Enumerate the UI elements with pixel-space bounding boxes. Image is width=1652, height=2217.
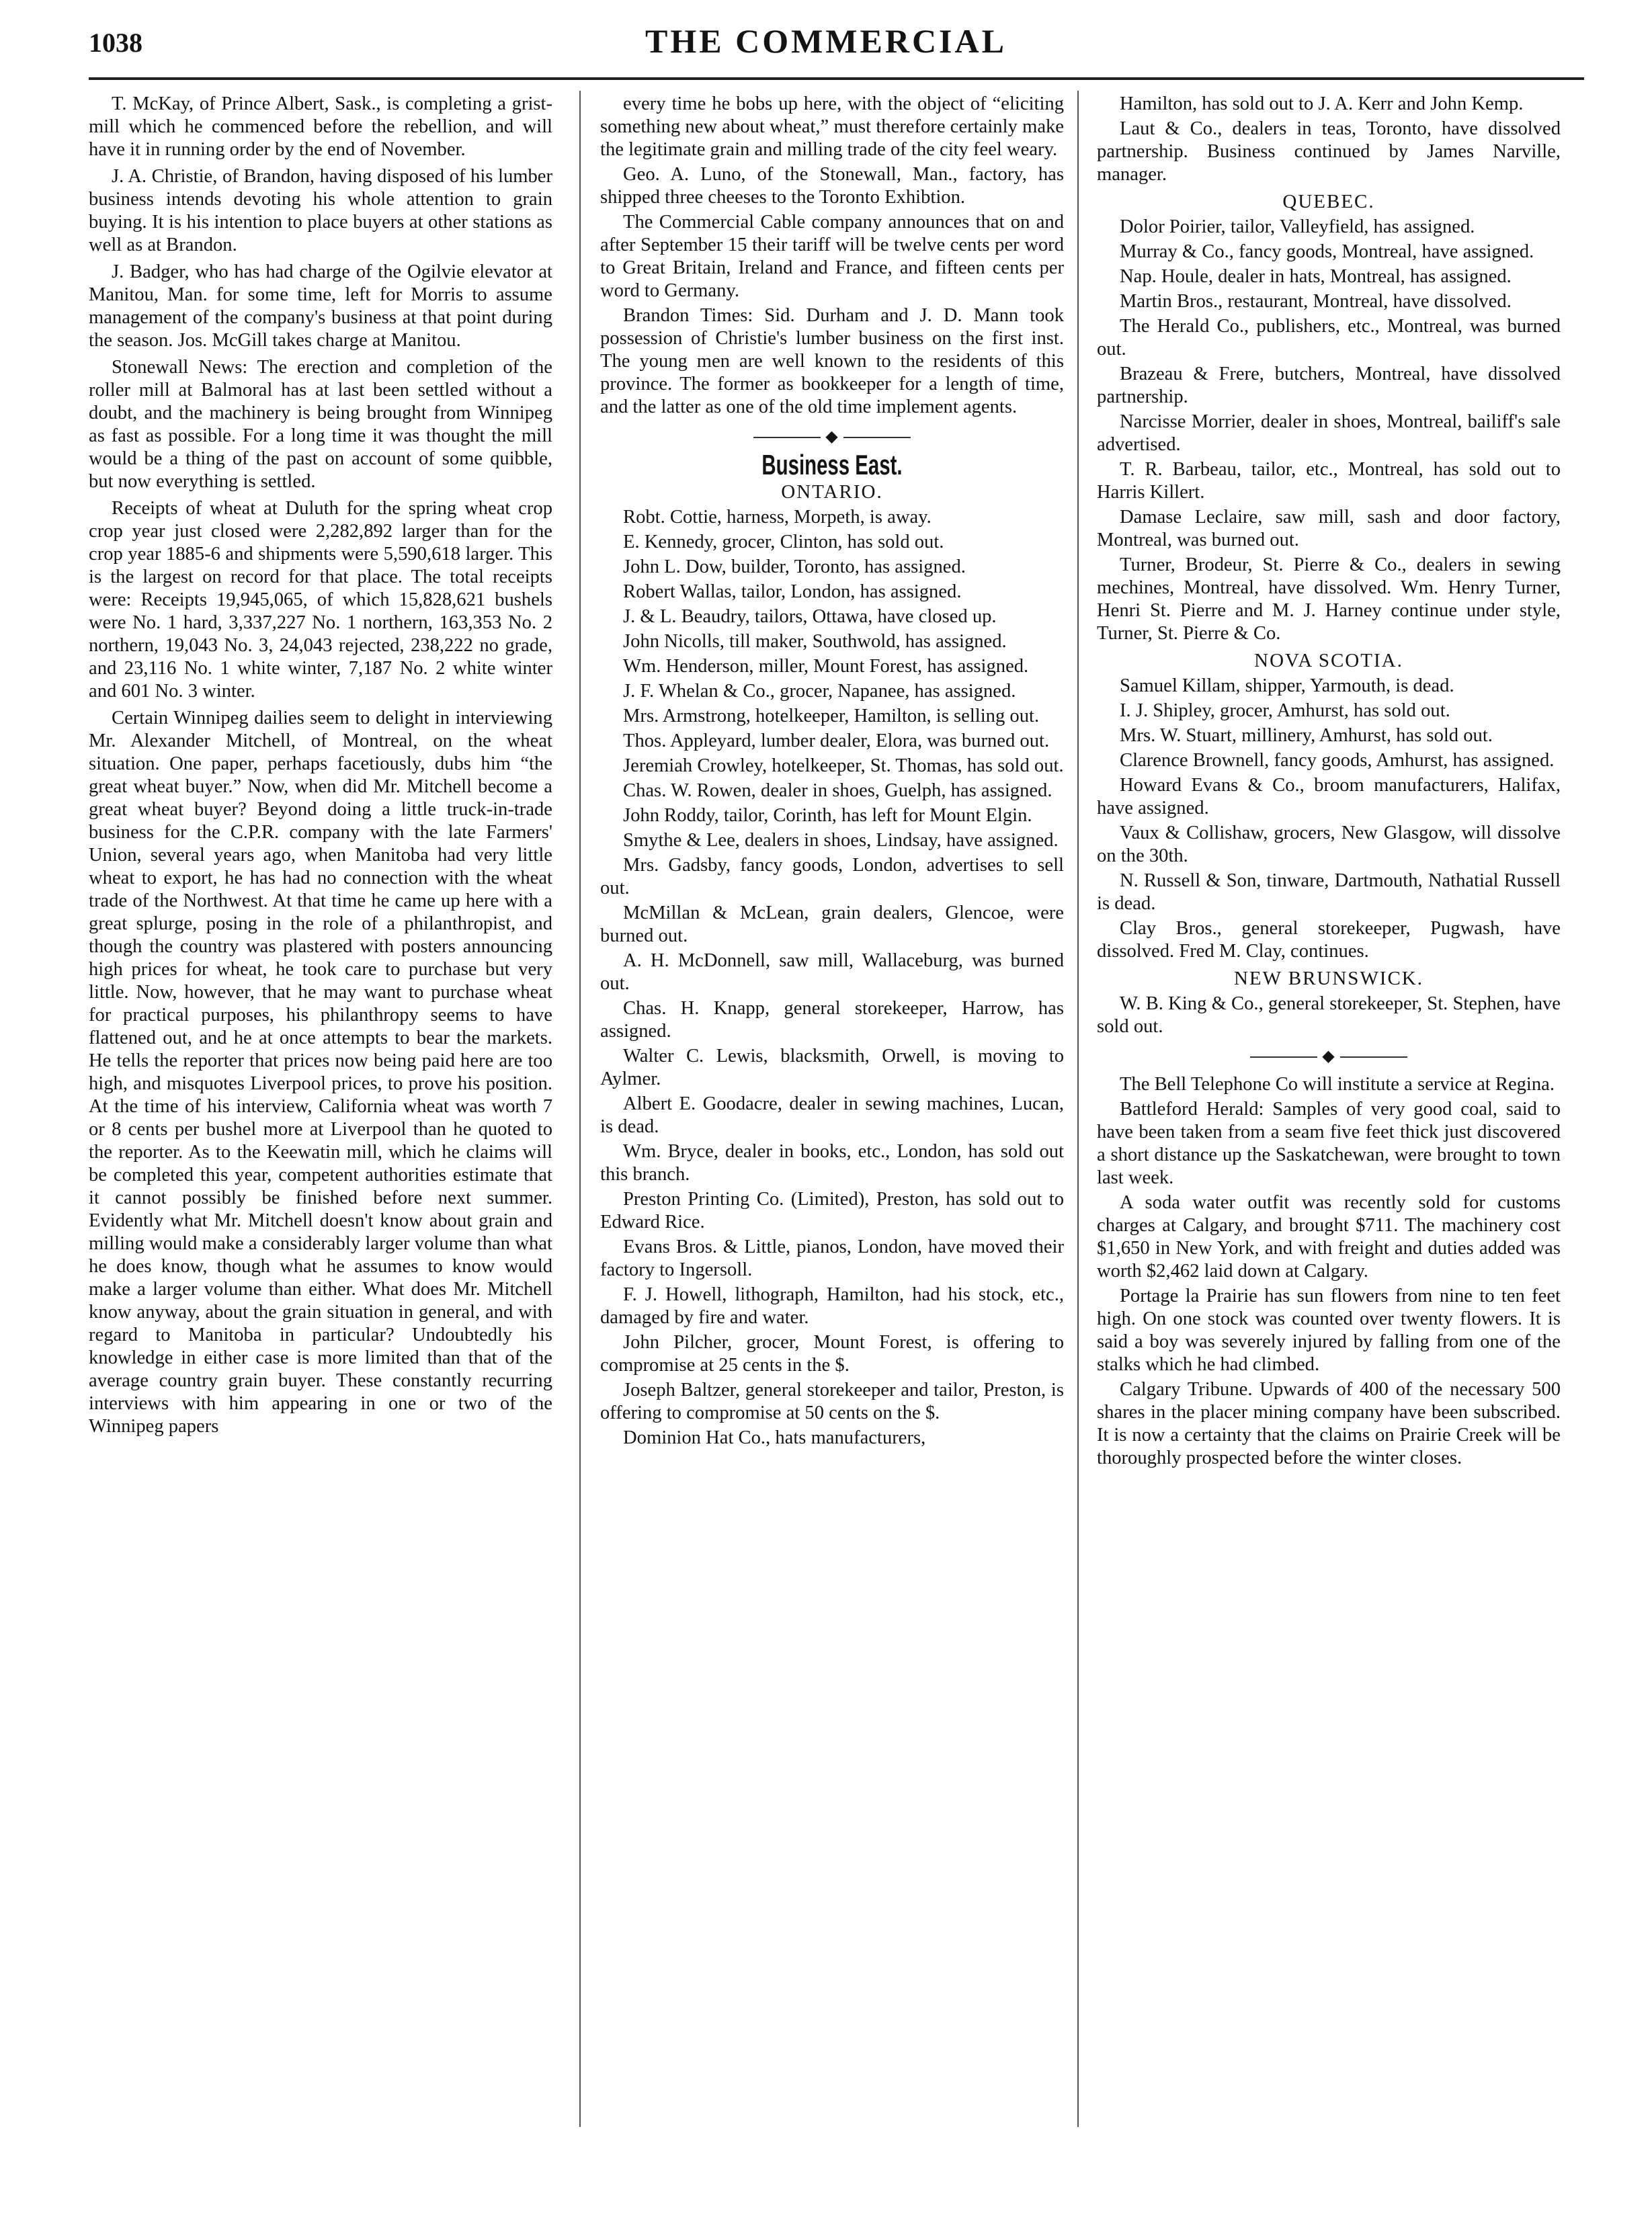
- business-notice: Albert E. Goodacre, dealer in sewing machines, Lucan, is dead.: [600, 1093, 1064, 1137]
- article-paragraph: J. A. Christie, of Brandon, having disposed of his lumber business intends devoting his whole attention to grain buying. It is his intention to place buyers at other stations as well as at Brandon.: [89, 166, 552, 255]
- article-paragraph: Receipts of wheat at Duluth for the spring wheat crop crop year just closed were 2,282,892 larger than for the crop year 1885-6 and shipments were 5,590,618 larger. This is the largest on record for that place. The total receipts were: Receipts 19,945,065, of which 15,828,621 bushels were No. 1 hard, 3,337,227 No. 1 northern, 163,353 No. 2 northern, 19,043 No. 3, 24,043 rejected, 238,222 no grade, and 23,116 No. 1 white winter, 7,187 No. 2 white winter and 601 No. 3 winter.: [89, 498, 552, 702]
- business-notice: T. R. Barbeau, tailor, etc., Montreal, has sold out to Harris Killert.: [1097, 459, 1561, 503]
- business-notice: Howard Evans & Co., broom manufacturers, Halifax, have assigned.: [1097, 775, 1561, 819]
- article-paragraph: The Commercial Cable company announces that on and after September 15 their tariff will be twelve cents per word to Great Britain, Ireland and France, and fifteen cents per word to Germany.: [600, 212, 1064, 301]
- article-paragraph: Hamilton, has sold out to J. A. Kerr and John Kemp.: [1120, 93, 1524, 114]
- business-notice: John Nicolls, till maker, Southwold, has assigned.: [623, 631, 1007, 652]
- business-notice: Jeremiah Crowley, hotelkeeper, St. Thomas, has sold out.: [623, 755, 1064, 776]
- business-notice: Thos. Appleyard, lumber dealer, Elora, was burned out.: [623, 730, 1050, 751]
- business-notice: Vaux & Collishaw, grocers, New Glasgow, will dissolve on the 30th.: [1097, 823, 1561, 866]
- business-notice: Murray & Co., fancy goods, Montreal, have assigned.: [1120, 241, 1534, 262]
- nova-scotia-heading: NOVA SCOTIA.: [1254, 650, 1403, 671]
- business-notice: Turner, Brodeur, St. Pierre & Co., dealers in sewing mechines, Montreal, have dissolved. Wm. Henry Turner, Henri St. Pierre and M. J. Harney continue under style, Turner, St. Pierre & Co.: [1097, 554, 1561, 644]
- business-notice: Clay Bros., general storekeeper, Pugwash, have dissolved. Fred M. Clay, continues.: [1097, 918, 1561, 962]
- masthead-title: THE COMMERCIAL: [645, 22, 1007, 60]
- business-east-heading: Business East.: [761, 449, 903, 480]
- business-notice: Dolor Poirier, tailor, Valleyfield, has assigned.: [1120, 216, 1475, 237]
- business-notice: John L. Dow, builder, Toronto, has assigned.: [623, 556, 966, 577]
- column-1: [89, 93, 552, 1442]
- business-notice: Robert Wallas, tailor, London, has assigned.: [623, 581, 962, 602]
- article-paragraph: Battleford Herald: Samples of very good coal, said to have been taken from a seam five feet thick just discovered a short distance up the Saskatchewan, were brought to town last week.: [1097, 1099, 1561, 1188]
- article-paragraph: Laut & Co., dealers in teas, Toronto, have dissolved partnership. Business continued by James Narville, manager.: [1097, 118, 1561, 185]
- business-notice: The Herald Co., publishers, etc., Montreal, was burned out.: [1097, 316, 1561, 360]
- column-3: [1097, 93, 1561, 1472]
- business-notice: E. Kennedy, grocer, Clinton, has sold out.: [623, 532, 944, 552]
- business-notice: John Pilcher, grocer, Mount Forest, is offering to compromise at 25 cents in the $.: [600, 1332, 1064, 1376]
- business-notice: F. J. Howell, lithograph, Hamilton, had his stock, etc., damaged by fire and water.: [600, 1284, 1064, 1328]
- business-notice: A. H. McDonnell, saw mill, Wallaceburg, was burned out.: [600, 950, 1064, 994]
- business-notice: McMillan & McLean, grain dealers, Glencoe, were burned out.: [600, 903, 1064, 946]
- business-notice: Clarence Brownell, fancy goods, Amhurst, has assigned.: [1120, 750, 1555, 771]
- article-paragraph: A soda water outfit was recently sold for customs charges at Calgary, and brought $711. The machinery cost $1,650 in New York, and with freight and duties added was worth $2,462 laid down at Calgary.: [1097, 1192, 1561, 1282]
- article-paragraph: Calgary Tribune. Upwards of 400 of the necessary 500 shares in the placer mining company have been subscribed. It is now a certainty that the claims on Prairie Creek will be thoroughly prospected before the winter closes.: [1097, 1379, 1561, 1468]
- article-paragraph: Stonewall News: The erection and completion of the roller mill at Balmoral has at last been settled without a doubt, and the machinery is being brought from Winnipeg as fast as possible. For a long time it was thought the mill would be a thing of the past on account of some quibble, but now everything is settled.: [89, 357, 552, 492]
- business-notice: Mrs. W. Stuart, millinery, Amhurst, has sold out.: [1120, 725, 1493, 746]
- business-notice: Wm. Bryce, dealer in books, etc., London, has sold out this branch.: [600, 1141, 1064, 1185]
- article-paragraph: T. McKay, of Prince Albert, Sask., is completing a grist-mill which he commenced before the rebellion, and will have it in running order by the end of November.: [89, 93, 552, 160]
- column-2: [600, 93, 1064, 1452]
- business-notice: Walter C. Lewis, blacksmith, Orwell, is moving to Aylmer.: [600, 1046, 1064, 1089]
- page-number: 1038: [89, 28, 142, 58]
- article-paragraph: Brandon Times: Sid. Durham and J. D. Mann took possession of Christie's lumber business on the first inst. The young men are well known to the residents of this province. The former as bookkeeper for a length of time, and the latter as one of the old time implement agents.: [600, 305, 1064, 417]
- business-notice: Wm. Henderson, miller, Mount Forest, has assigned.: [623, 656, 1029, 677]
- quebec-heading: QUEBEC.: [1282, 191, 1375, 212]
- article-paragraph: Certain Winnipeg dailies seem to delight in interviewing Mr. Alexander Mitchell, of Montreal, on the wheat situation. One paper, perhaps facetiously, dubs him “the great wheat buyer.” Now, when did Mr. Mitchell become a great wheat buyer? Beyond doing a little truck-in-trade business for the C.P.R. company with the late Farmers' Union, several years ago, when Manitoba had very little wheat to export, he has had no connection with the wheat trade of the Northwest. At that time he came up here with a great splurge, posing in the role of a philanthropist, and though the country was plastered with posters announcing high prices for wheat, he took care to purchase but very little. Now, however, that he may want to purchase wheat for practical purposes, his philanthropy seems to have flattened out, and he at once attempts to bear the markets. He tells the reporter that prices now being paid here are too high, and misquotes Liverpool prices, to prove his position. At the time of his interview, California wheat was worth 7 or 8 cents per bushel more at Liverpool than he quoted to the reporter. As to the Keewatin mill, which he claims will be completed this year, competent authorities estimate that it cannot possibly be finished before next summer. Evidently what Mr. Mitchell doesn't know about grain and milling would make a considerably larger volume than what he does know, though what he assumes to know would make a larger volume than either. What does Mr. Mitchell know anyway, about the grain situation in general, and with regard to Manitoba in particular? Undoubtedly his knowledge in either case is more limited than that of the average country grain buyer. These constantly recurring interviews with him appearing in one or two of the Winnipeg papers: [89, 708, 552, 1437]
- article-paragraph: The Bell Telephone Co will institute a service at Regina.: [1120, 1074, 1555, 1095]
- article-paragraph: every time he bobs up here, with the object of “eliciting something new about wheat,” must therefore certainly make the legitimate grain and milling trade of the city feel weary.: [600, 93, 1064, 160]
- business-notice: John Roddy, tailor, Corinth, has left for Mount Elgin.: [623, 805, 1032, 826]
- business-notice: Dominion Hat Co., hats manufacturers,: [623, 1427, 926, 1448]
- ontario-heading: ONTARIO.: [781, 481, 883, 503]
- business-notice: Preston Printing Co. (Limited), Preston, has sold out to Edward Rice.: [600, 1189, 1064, 1232]
- business-notice: Brazeau & Frere, butchers, Montreal, have dissolved partnership.: [1097, 364, 1561, 407]
- section-divider: ◆: [600, 425, 1064, 448]
- business-notice: Robt. Cottie, harness, Morpeth, is away.: [623, 507, 932, 528]
- article-paragraph: Portage la Prairie has sun flowers from nine to ten feet high. On one stock was counted over twenty flowers. It is said a boy was severely injured by falling from one of the stalks which he had climbed.: [1097, 1286, 1561, 1375]
- new-brunswick-list: [1097, 993, 1561, 1038]
- ontario-list: [600, 506, 1064, 1450]
- page-header: [0, 20, 1652, 67]
- nova-scotia-list: [1097, 675, 1561, 963]
- new-brunswick-heading: NEW BRUNSWICK.: [1233, 968, 1424, 989]
- business-notice: Nap. Houle, dealer in hats, Montreal, has assigned.: [1120, 266, 1512, 287]
- business-notice: J. F. Whelan & Co., grocer, Napanee, has assigned.: [623, 681, 1016, 702]
- business-notice: Smythe & Lee, dealers in shoes, Lindsay, have assigned.: [623, 830, 1059, 851]
- business-notice: Evans Bros. & Little, pianos, London, have moved their factory to Ingersoll.: [600, 1237, 1064, 1280]
- business-notice: I. J. Shipley, grocer, Amhurst, has sold out.: [1120, 700, 1450, 721]
- business-notice: N. Russell & Son, tinware, Dartmouth, Nathatial Russell is dead.: [1097, 870, 1561, 914]
- business-notice: Damase Leclaire, saw mill, sash and door factory, Montreal, was burned out.: [1097, 507, 1561, 550]
- business-notice: Martin Bros., restaurant, Montreal, have dissolved.: [1120, 291, 1512, 312]
- business-notice: Mrs. Gadsby, fancy goods, London, advertises to sell out.: [600, 855, 1064, 898]
- column-divider-2: [1077, 91, 1079, 2127]
- business-notice: Chas. W. Rowen, dealer in shoes, Guelph, has assigned.: [623, 780, 1052, 801]
- section-divider: ◆: [1097, 1045, 1561, 1068]
- header-rule: [89, 77, 1584, 80]
- quebec-list: [1097, 216, 1561, 645]
- business-notice: J. & L. Beaudry, tailors, Ottawa, have closed up.: [623, 606, 997, 627]
- business-notice: Mrs. Armstrong, hotelkeeper, Hamilton, is selling out.: [623, 706, 1040, 726]
- business-notice: Narcisse Morrier, dealer in shoes, Montreal, bailiff's sale advertised.: [1097, 411, 1561, 455]
- business-notice: Samuel Killam, shipper, Yarmouth, is dead.: [1120, 675, 1454, 696]
- article-paragraph: Geo. A. Luno, of the Stonewall, Man., factory, has shipped three cheeses to the Toronto Exhibtion.: [600, 164, 1064, 208]
- business-notice: W. B. King & Co., general storekeeper, St. Stephen, have sold out.: [1097, 993, 1561, 1037]
- article-paragraph: J. Badger, who has had charge of the Ogilvie elevator at Manitou, Man. for some time, left for Morris to assume management of the company's business at that point during the season. Jos. McGill takes charge at Manitou.: [89, 261, 552, 351]
- business-notice: Joseph Baltzer, general storekeeper and tailor, Preston, is offering to compromise at 50 cents on the $.: [600, 1380, 1064, 1423]
- column-divider-1: [579, 91, 581, 2127]
- business-notice: Chas. H. Knapp, general storekeeper, Harrow, has assigned.: [600, 998, 1064, 1042]
